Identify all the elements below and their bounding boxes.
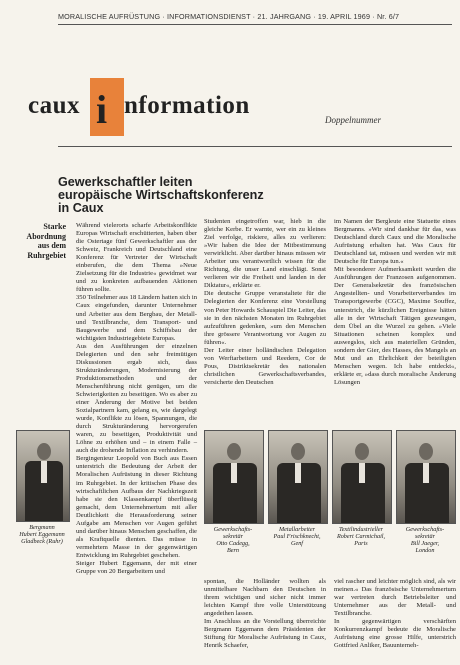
caption-jaeger: Gewerkschafts- sekretär Bill Jaeger, London bbox=[405, 526, 445, 554]
edition-label: Doppelnummer bbox=[325, 115, 381, 125]
article-column-3: im Namen der Bergleute eine Statuette eines Bergmanns. »Wir sind dankbar für das, was Deutschland durch Caux und die Moralische Aufrüstung erhalten hat. Was Caux für Deutschland tat, müssen und werden wir mit Deutsche für Europa tun.« Mit besonderer Aufmerksamkeit wurden die Ausführungen der Franzosen aufgenommen. Der Generalsekretär des französischen Angestellten- und Vorarbeiterverbandes im Transportgewerbe (CGC), Maxime Souffez, unterstrich, die kürzlichen Ereignisse hätten alle in der Wirtschaft Tätigen gezwungen, dem Übel an die Wurzel zu gehen. »Viele Situationen scheinen komplex und auswegslos, sich aus materiellen Gründen, sondern der Gier, des Hasses, des Mangels an Mut und an Ehrlichkeit der beteiligten Menschen wegen. Ich habe entdeckt«, erklärte er, »dass durch moralische Änderung Lösungen bbox=[334, 218, 456, 386]
headline bbox=[58, 176, 318, 215]
photo-jaeger bbox=[396, 430, 456, 524]
headline-line: europäische Wirtschaftskonferenz bbox=[58, 188, 264, 202]
article-column-2-bottom: spontan, die Holländer wollten als unmittelbare Nachbarn den Deutschen in ihrem wichtigen und sicher nicht immer leichten Kampf ihre volle Unterstützung angedeihen lassen. Im Anschluss an die Vorstellung überreichte Bergmann Eggemann dem Präsidenten der Stiftung für Moralische Aufrüstung in Caux, Henrik Schaefer, bbox=[204, 578, 326, 650]
logo-rule bbox=[58, 146, 452, 147]
headline-line: in Caux bbox=[58, 201, 104, 215]
logo-information: nformation bbox=[124, 92, 250, 119]
caption-eggemann: Bergmann Hubert Eggemann Gladbeck (Ruhr) bbox=[19, 524, 65, 545]
side-heading-line: Abordnung bbox=[26, 231, 66, 241]
masthead-rule bbox=[58, 24, 452, 25]
side-heading bbox=[18, 222, 66, 260]
logo-caux: caux bbox=[28, 92, 80, 119]
article-column-1: Während vielerorts scharfe Arbeitskonflikte Europas Wirtschaft erschütterten, haben über die Ostertage fünf Gewerkschaftler aus der Schweiz, Frankreich und Deutschland eine Konferenz für Vertreter der Wirtschaft einberufen, die dem Thema »Neue Zielsetzung für die Industrie« gewidmet war und zu konkreten aufbauenden Aktionen führen sollte. 350 Teilnehmer aus 18 Ländern hatten sich in Caux eingefunden, darunter Unternehmer und Arbeiter aus dem Bergbau, der Metall- und Textilbranche, dem Transport- und Baugewerbe und dem Schiffsbau der wichtigsten Industriegebiete Europas. Aus den Ausführungen der einzelnen Delegierten und den sehr freimütigen Diskussionen ergab sich, dass Strukturänderungen, Modernisierung der Produktionsmethoden und der Menschenführung nicht genügen, um die Schwierigkeiten zu beseitigen. Wo es aber zu einer Änderung der Motive bei beiden Sozialpartnern kam, gelang es, wie dargelegt wurde, Konflikte zu lösen, Spannungen, die durch Strukturänderung hervorgerufen waren, zu beseitigen, Produktivität und Löhne zu erhöhen und – in einem Falle – auch die drohende Inflation zu verhindern. Bergingenieur Leopold von Buch aus Essen unterstrich die Bedeutung der Arbeit der Moralischen Aufrüstung in dieser Richtung im Ruhrgebiet. In der kritischen Phase des wirtschaftlichen Aufbaus der Nachkriegszeit habe sie den Klassenkampf überflüssig gemacht, dem Unternehmertum mit aller Deutlichkeit die Herausforderung seiner Aufgabe am Menschen vor Augen geführt und darüber hinaus Menschen geschaffen, die als Kraftquelle dienten. Das müsse in vermehrtem Masse in der gegenwärtigen Entwicklung im Ruhrgebiet geschehen. Steiger Hubert Eggemann, der mit einer Gruppe von 20 Bergarbeitern und bbox=[76, 222, 197, 576]
article-column-2: Studenten eingetroffen war, hieb in die gleiche Kerbe. Er warnte, wer ein zu kleines Ziel verfolge, riskiere, alles zu verlieren: »Wir haben die Idee der Mitbestimmung verwirklicht. Aber darüber hinaus müssen wir Arbeiter uns verantwortlich wissen für die Richtung, die unser Land einschlägt. Sonst verlieren wir die Freiheit und landen in der Diktatur«, erklärte er. Die deutsche Gruppe veranstaltete für die Delegierten der Konferenz eine Vorstellung von Peter Howards Schauspiel Die Leiter, das sie in den nächsten Monaten im Ruhrgebiet aufzuführen gedenken, »um den Menschen ihre grössere Verantwortung vor Augen zu führen«. Der Leiter einer holländischen Delegation von Werftarbeitern und Reedern, Cor de Pous, Distriktsekretär des nationalen christlichen Gewerkschaftsverbandes, versicherte den Deutschen bbox=[204, 218, 326, 386]
photo-cadegg bbox=[204, 430, 264, 524]
article-column-3-bottom: viel rascher und leichter möglich sind, als wir meinen.« Das französische Unternehmertum war vertreten durch Betriebsleiter und Unternehmer aus der Metall- und Textilbranche. In gegenwärtigen verschärften Konkurrenzkampf bedeute die Moralische Aufrüstung eine grosse Hilfe, unterstrich Gottfried Anliker, Bauunterneh- bbox=[334, 578, 456, 650]
side-heading-line: aus dem bbox=[37, 241, 66, 250]
logo-orange-block bbox=[90, 78, 124, 136]
caption-carmichail: Textilindustrieller Robert Carmichail, Paris bbox=[336, 526, 386, 547]
caux-information-logo bbox=[28, 87, 258, 132]
logo-letter-i: i bbox=[96, 87, 108, 132]
side-heading-line: Ruhrgebiet bbox=[27, 250, 66, 260]
caption-frischknecht: Metallarbeiter Paul Frischknecht, Genf bbox=[273, 526, 321, 547]
masthead: MORALISCHE AUFRÜSTUNG · INFORMATIONSDIENST · 21. JAHRGANG · 19. APRIL 1969 · Nr. 6/7 bbox=[58, 12, 400, 21]
photo-carmichail bbox=[332, 430, 392, 524]
side-heading-line: Starke bbox=[43, 222, 66, 231]
headline-line: Gewerkschaftler leiten bbox=[58, 175, 193, 189]
photo-eggemann bbox=[16, 430, 70, 522]
photo-frischknecht bbox=[268, 430, 328, 524]
caption-cadegg: Gewerkschafts- sekretär Otto Cadegg, Bern bbox=[213, 526, 253, 554]
